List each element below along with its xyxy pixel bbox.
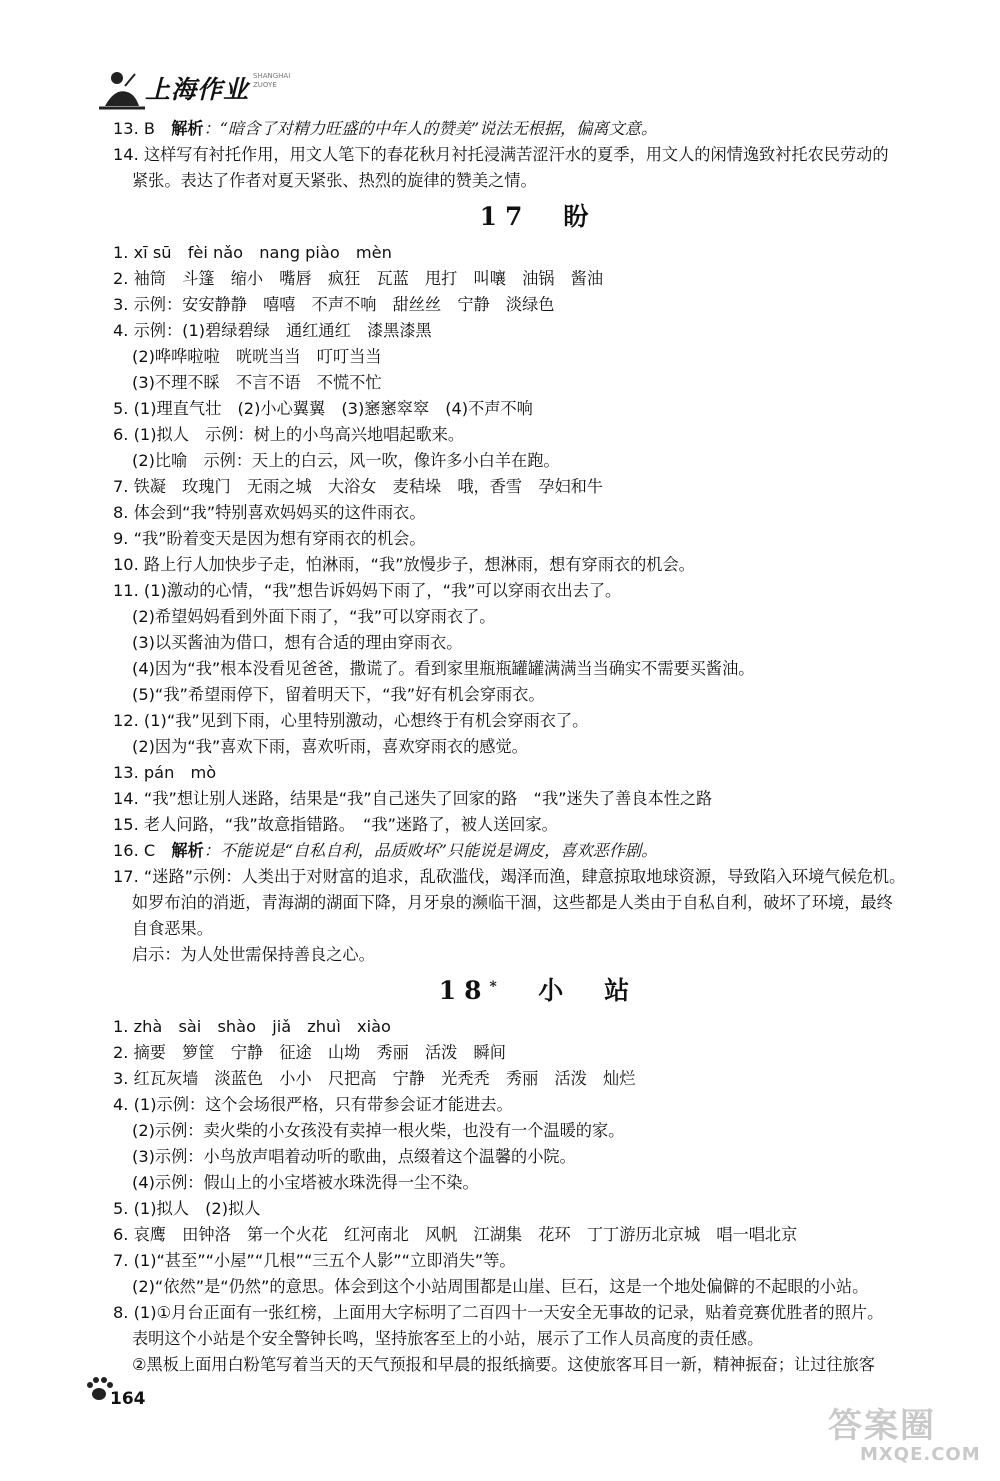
section-title-17: 17 盼 bbox=[479, 202, 597, 231]
answer-line: 8. (1)①月台正面有一张红榜，上面用大字标明了二百四十一天安全无事故的记录，贴着竞赛优胜者的照片。 bbox=[113, 1303, 884, 1322]
answer-line: (3)不理不睬 不言不语 不慌不忙 bbox=[132, 373, 382, 392]
answer-content bbox=[113, 116, 963, 1378]
answer-line: 紧张。表达了作者对夏天紧张、热烈的旋律的赞美之情。 bbox=[132, 171, 537, 190]
answer-line: 自食恶果。 bbox=[132, 919, 213, 938]
analysis-label: 解析 bbox=[171, 841, 204, 860]
answer-line: 9. “我”盼着变天是因为想有穿雨衣的机会。 bbox=[113, 529, 426, 548]
answer-line: 17. “迷路”示例：人类出于对财富的追求，乱砍滥伐，竭泽而渔，肆意掠取地球资源，导致陷入环境气候危机。 bbox=[113, 867, 906, 886]
answer-line bbox=[113, 838, 963, 864]
answer-line bbox=[113, 116, 963, 142]
answer-line: (2)示例：卖火柴的小女孩没有卖掉一根火柴，也没有一个温暖的家。 bbox=[132, 1121, 625, 1140]
answer-line: 11. (1)激动的心情，“我”想告诉妈妈下雨了，“我”可以穿雨衣出去了。 bbox=[113, 581, 622, 600]
brand-pinyin-line-2: ZUOYE bbox=[253, 81, 277, 89]
optional-star: * bbox=[489, 979, 505, 995]
analysis-label: 解析 bbox=[171, 119, 204, 138]
answer-line: 14. “我”想让别人迷路，结果是“我”自己迷失了回家的路 “我”迷失了善良本性之路 bbox=[113, 789, 713, 808]
answer-line: 3. 示例：安安静静 嘻嘻 不声不响 甜丝丝 宁静 淡绿色 bbox=[113, 295, 555, 314]
watermark-url: MXQE.COM bbox=[860, 1444, 981, 1465]
answer-line: 13. pán mò bbox=[113, 763, 217, 782]
section-name: 小 站 bbox=[538, 976, 638, 1005]
answer-line: 7. 铁凝 玫瑰门 无雨之城 大浴女 麦秸垛 哦，香雪 孕妇和牛 bbox=[113, 477, 604, 496]
answer-line: 2. 袖筒 斗篷 缩小 嘴唇 疯狂 瓦蓝 甩打 叫嚷 油锅 酱油 bbox=[113, 269, 604, 288]
answer-line: 3. 红瓦灰墙 淡蓝色 小小 尺把高 宁静 光秃秃 秀丽 活泼 灿烂 bbox=[113, 1069, 636, 1088]
section-number: 18 bbox=[438, 976, 490, 1005]
analysis-text: ：“暗含了对精力旺盛的中年人的赞美”说法无根据，偏离文意。 bbox=[203, 119, 658, 138]
answer-line: 7. (1)“甚至”“小屋”“几根”“三五个人影”“立即消失”等。 bbox=[113, 1251, 516, 1270]
answer-number: 16. C bbox=[113, 841, 172, 860]
page-footer bbox=[85, 1375, 285, 1415]
answer-line: (2)因为“我”喜欢下雨，喜欢听雨，喜欢穿雨衣的感觉。 bbox=[132, 737, 528, 756]
answer-line: (3)示例：小鸟放声唱着动听的歌曲，点缀着这个温馨的小院。 bbox=[132, 1147, 576, 1166]
section-title-18 bbox=[113, 968, 963, 1014]
answer-line: 1. zhà sài shào jiǎ zhuì xiào bbox=[113, 1017, 391, 1036]
answer-number: 13. B bbox=[113, 119, 172, 138]
answer-line: 4. (1)示例：这个会场很严格，只有带参会证才能进去。 bbox=[113, 1095, 513, 1114]
answer-line: 启示：为人处世需保持善良之心。 bbox=[132, 945, 375, 964]
answer-line: 12. (1)“我”见到下雨，心里特别激动，心想终于有机会穿雨衣了。 bbox=[113, 711, 589, 730]
answer-line: 5. (1)拟人 (2)拟人 bbox=[113, 1199, 261, 1218]
site-watermark bbox=[820, 1398, 990, 1478]
answer-line: 8. 体会到“我”特别喜欢妈妈买的这件雨衣。 bbox=[113, 503, 426, 522]
answer-line: (2)“依然”是“仍然”的意思。体会到这个小站周围都是山崖、巨石，这是一个地处偏僻的不起眼的小站。 bbox=[132, 1277, 869, 1296]
answer-line: 10. 路上行人加快步子走，怕淋雨，“我”放慢步子，想淋雨，想有穿雨衣的机会。 bbox=[113, 555, 695, 574]
answer-line: 如罗布泊的消逝，青海湖的湖面下降，月牙泉的濒临干涸，这些都是人类由于自私自利，破坏了环境，最终 bbox=[132, 893, 893, 912]
answer-line: (5)“我”希望雨停下，留着明天下，“我”好有机会穿雨衣。 bbox=[132, 685, 545, 704]
brand-pinyin bbox=[253, 72, 290, 90]
answer-line: 表明这个小站是个安全警钟长鸣，坚持旅客至上的小站，展示了工作人员高度的责任感。 bbox=[132, 1329, 764, 1348]
page-number: 164 bbox=[110, 1389, 146, 1409]
answer-line: (3)以买酱油为借口，想有合适的理由穿雨衣。 bbox=[132, 633, 463, 652]
brand-title: 上海作业 bbox=[145, 75, 250, 104]
answer-line: (4)示例：假山上的小宝塔被水珠洗得一尘不染。 bbox=[132, 1173, 479, 1192]
answer-line: 6. (1)拟人 示例：树上的小鸟高兴地唱起歌来。 bbox=[113, 425, 465, 444]
answer-line: 14. 这样写有衬托作用，用文人笔下的春花秋月衬托浸满苦涩汗水的夏季，用文人的闲情逸致衬托农民劳动的 bbox=[113, 145, 889, 164]
watermark-logo-text: 答案圈 bbox=[828, 1406, 936, 1446]
answer-line: 6. 哀鹰 田钟洛 第一个火花 红河南北 风帆 江湖集 花环 丁丁游历北京城 唱一唱北京 bbox=[113, 1225, 798, 1244]
answer-line: 4. 示例：(1)碧绿碧绿 通红通红 漆黑漆黑 bbox=[113, 321, 432, 340]
answer-line: 5. (1)理直气壮 (2)小心翼翼 (3)窸窸窣窣 (4)不声不响 bbox=[113, 399, 533, 418]
answer-line: 2. 摘要 箩筐 宁静 征途 山坳 秀丽 活泼 瞬间 bbox=[113, 1043, 506, 1062]
answer-line: (2)比喻 示例：天上的白云，风一吹，像许多小白羊在跑。 bbox=[132, 451, 560, 470]
answer-line: (4)因为“我”根本没看见爸爸，撒谎了。看到家里瓶瓶罐罐满满当当确实不需要买酱油。 bbox=[132, 659, 755, 678]
answer-line: 1. xī sū fèi nǎo nang piào mèn bbox=[113, 243, 392, 262]
brand-pinyin-line-1: SHANGHAI bbox=[253, 72, 291, 80]
answer-line: 15. 老人问路，“我”故意指错路。 “我”迷路了，被人送回家。 bbox=[113, 815, 558, 834]
answer-line: (2)哗哗啦啦 咣咣当当 叮叮当当 bbox=[132, 347, 382, 366]
analysis-text: ：不能说是“自私自利，品质败坏”只能说是调皮，喜欢恶作剧。 bbox=[203, 841, 658, 860]
answer-line: (2)希望妈妈看到外面下雨了，“我”可以穿雨衣了。 bbox=[132, 607, 496, 626]
answer-line: ②黑板上面用白粉笔写着当天的天气预报和早晨的报纸摘要。这使旅客耳目一新，精神振奋；让过往旅客 bbox=[132, 1355, 875, 1374]
page-header bbox=[95, 66, 355, 112]
